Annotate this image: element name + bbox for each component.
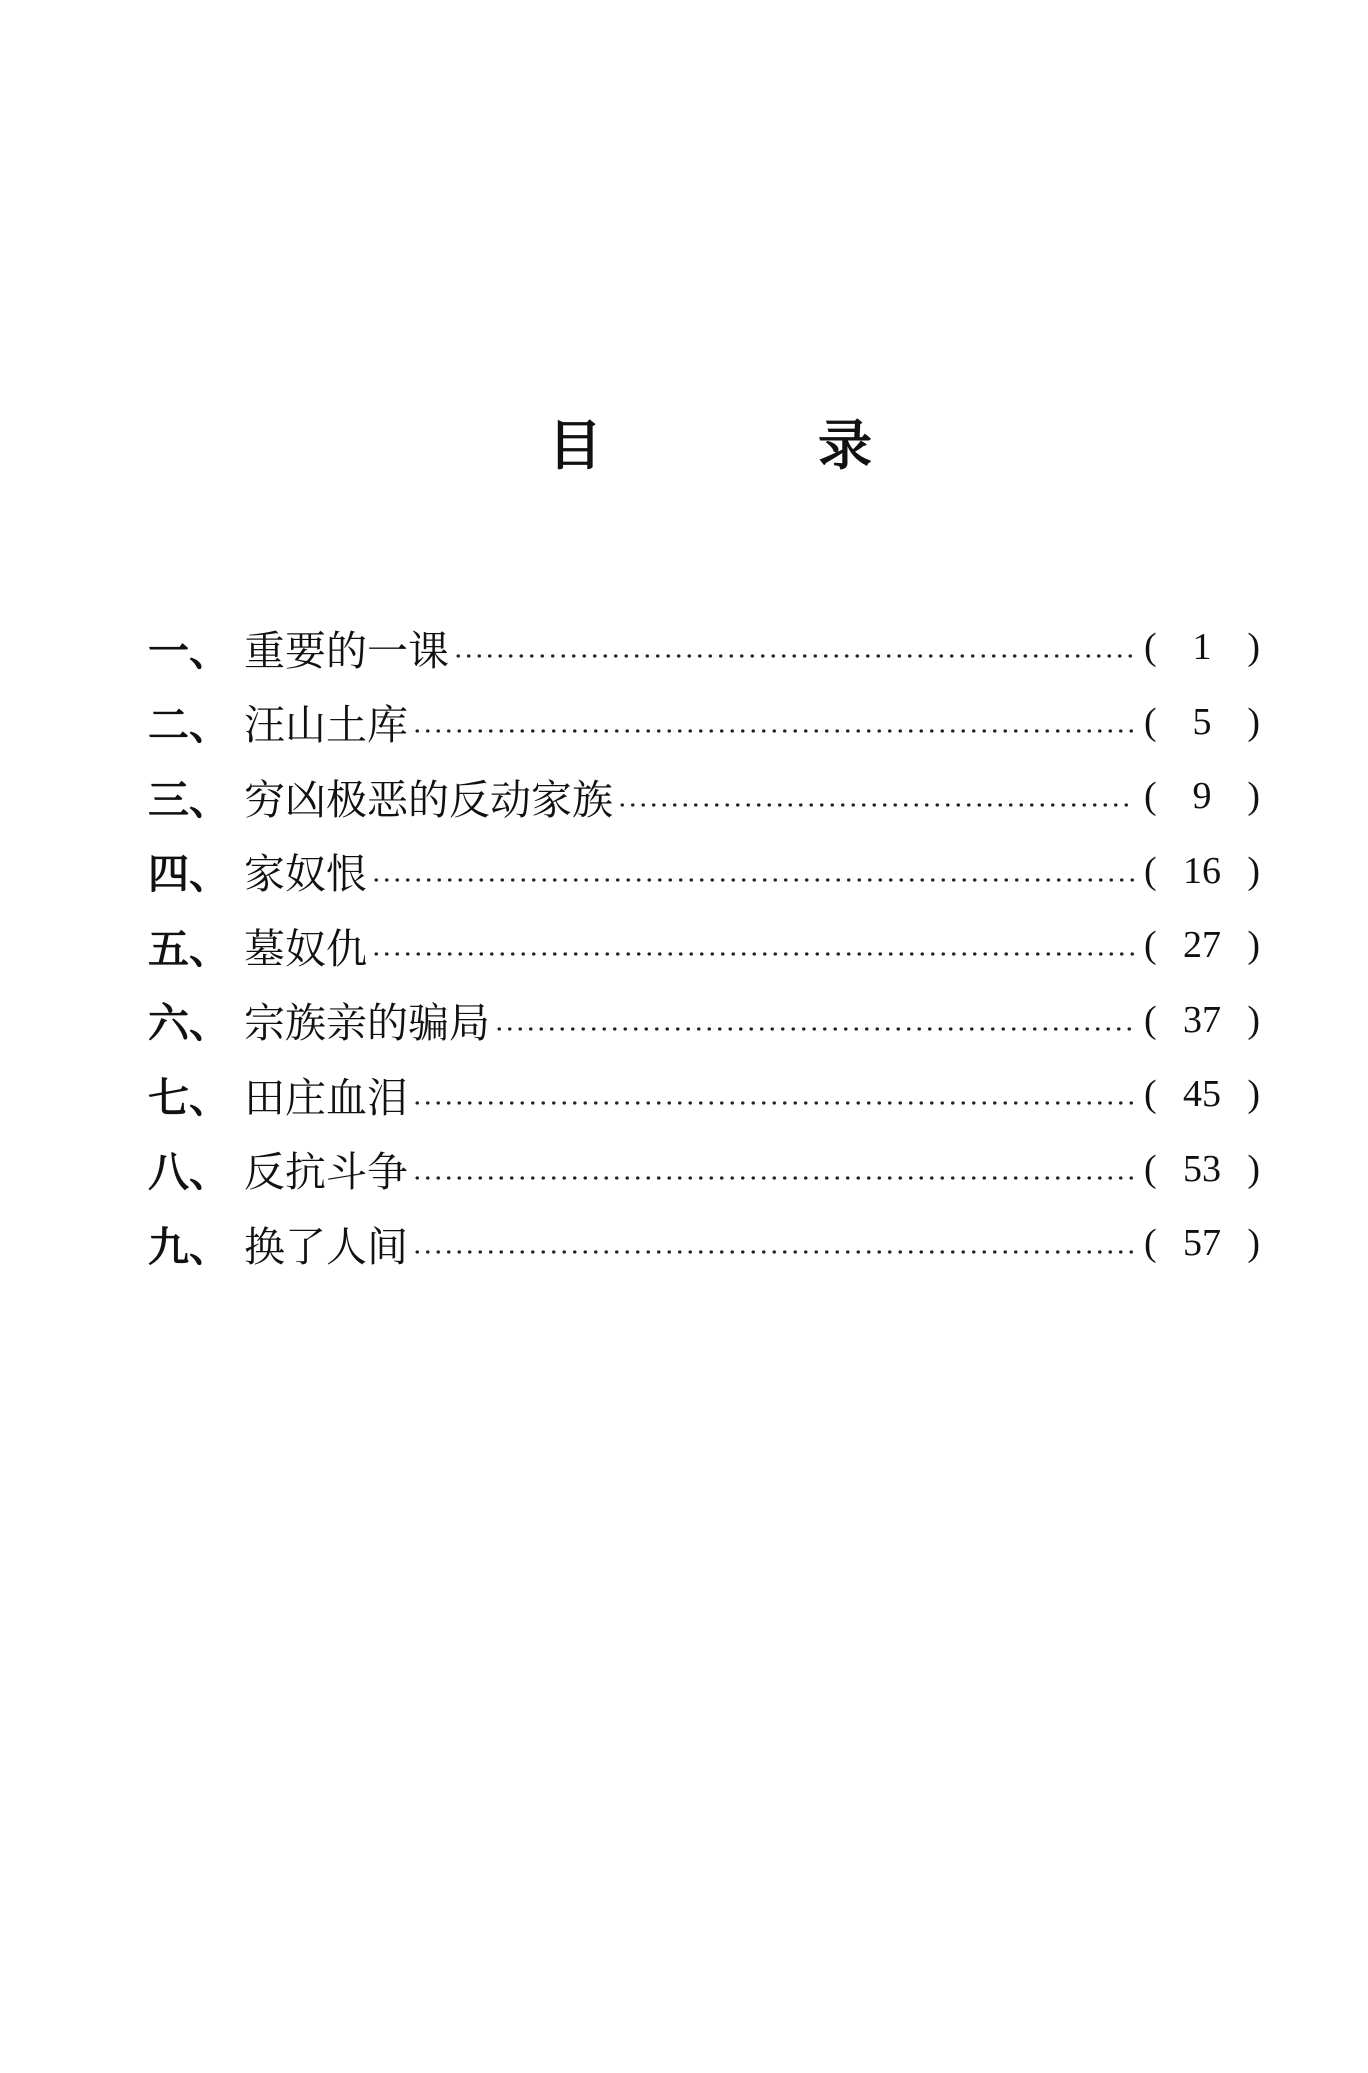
toc-heading-char: 录 — [818, 413, 872, 477]
toc-entry[interactable] — [148, 908, 1260, 983]
open-paren: ( — [1144, 998, 1157, 1041]
dot-leader — [412, 1176, 1134, 1180]
toc-entry-title: 墓奴仇 — [244, 924, 367, 973]
toc-entry-title: 田庄血泪 — [244, 1073, 408, 1122]
toc-entry[interactable] — [148, 685, 1260, 760]
toc-entry-number: 二 — [148, 701, 189, 750]
page-number: 1 — [1192, 626, 1212, 669]
close-paren: ) — [1247, 849, 1260, 892]
toc-entry-separator: 、 — [189, 775, 230, 824]
page-number: 9 — [1192, 775, 1212, 818]
toc-entry-separator: 、 — [189, 1073, 230, 1122]
toc-heading-char: 目 — [548, 413, 602, 477]
dot-leader — [371, 952, 1134, 956]
toc-entry-separator: 、 — [189, 850, 230, 899]
dot-leader — [371, 878, 1134, 882]
dot-leader — [412, 1101, 1134, 1105]
toc-entry[interactable] — [148, 759, 1260, 834]
toc-entry-page — [1144, 923, 1260, 967]
toc-entry-number: 六 — [148, 999, 189, 1048]
toc-entry-page — [1144, 625, 1260, 669]
open-paren: ( — [1144, 700, 1157, 743]
toc-entry-number: 一 — [148, 626, 189, 675]
close-paren: ) — [1247, 626, 1260, 669]
toc-entry-number: 三 — [148, 775, 189, 824]
toc-entry-page — [1144, 774, 1260, 818]
toc-heading — [0, 405, 1368, 485]
close-paren: ) — [1247, 775, 1260, 818]
toc-list — [148, 610, 1260, 1281]
toc-entry-number: 四 — [148, 850, 189, 899]
toc-entry-title: 换了人间 — [244, 1222, 408, 1271]
close-paren: ) — [1247, 924, 1260, 967]
close-paren: ) — [1247, 1073, 1260, 1116]
toc-entry-title: 汪山土库 — [244, 701, 408, 750]
toc-entry-separator: 、 — [189, 1148, 230, 1197]
toc-entry[interactable] — [148, 610, 1260, 685]
toc-entry-title: 宗族亲的骗局 — [244, 999, 490, 1048]
toc-entry-separator: 、 — [189, 1222, 230, 1271]
toc-entry[interactable] — [148, 834, 1260, 909]
toc-entry[interactable] — [148, 1132, 1260, 1207]
page-number: 16 — [1183, 849, 1221, 892]
toc-entry-page — [1144, 998, 1260, 1042]
close-paren: ) — [1247, 1222, 1260, 1265]
toc-entry-title: 家奴恨 — [244, 850, 367, 899]
toc-entry[interactable] — [148, 983, 1260, 1058]
open-paren: ( — [1144, 775, 1157, 818]
dot-leader — [412, 729, 1134, 733]
open-paren: ( — [1144, 1222, 1157, 1265]
toc-entry[interactable] — [148, 1057, 1260, 1132]
open-paren: ( — [1144, 1147, 1157, 1190]
toc-entry-number: 五 — [148, 924, 189, 973]
toc-entry-separator: 、 — [189, 924, 230, 973]
open-paren: ( — [1144, 626, 1157, 669]
toc-entry-separator: 、 — [189, 626, 230, 675]
toc-entry-number: 七 — [148, 1073, 189, 1122]
toc-entry-page — [1144, 849, 1260, 893]
toc-entry-page — [1144, 700, 1260, 744]
page-number: 27 — [1183, 924, 1221, 967]
open-paren: ( — [1144, 1073, 1157, 1116]
toc-entry[interactable] — [148, 1206, 1260, 1281]
toc-entry-separator: 、 — [189, 701, 230, 750]
page-number: 45 — [1183, 1073, 1221, 1116]
toc-entry-title: 重要的一课 — [244, 626, 449, 675]
toc-entry-title: 穷凶极恶的反动家族 — [244, 775, 613, 824]
toc-entry-page — [1144, 1221, 1260, 1265]
page-number: 57 — [1183, 1222, 1221, 1265]
toc-entry-title: 反抗斗争 — [244, 1148, 408, 1197]
toc-entry-separator: 、 — [189, 999, 230, 1048]
dot-leader — [453, 654, 1134, 658]
dot-leader — [412, 1250, 1134, 1254]
toc-entry-number: 八 — [148, 1148, 189, 1197]
dot-leader — [617, 803, 1134, 807]
open-paren: ( — [1144, 924, 1157, 967]
close-paren: ) — [1247, 1147, 1260, 1190]
page-number: 37 — [1183, 998, 1221, 1041]
open-paren: ( — [1144, 849, 1157, 892]
toc-entry-number: 九 — [148, 1222, 189, 1271]
page-number: 5 — [1192, 700, 1212, 743]
toc-entry-page — [1144, 1072, 1260, 1116]
page-number: 53 — [1183, 1147, 1221, 1190]
close-paren: ) — [1247, 998, 1260, 1041]
dot-leader — [494, 1027, 1134, 1031]
toc-entry-page — [1144, 1147, 1260, 1191]
close-paren: ) — [1247, 700, 1260, 743]
